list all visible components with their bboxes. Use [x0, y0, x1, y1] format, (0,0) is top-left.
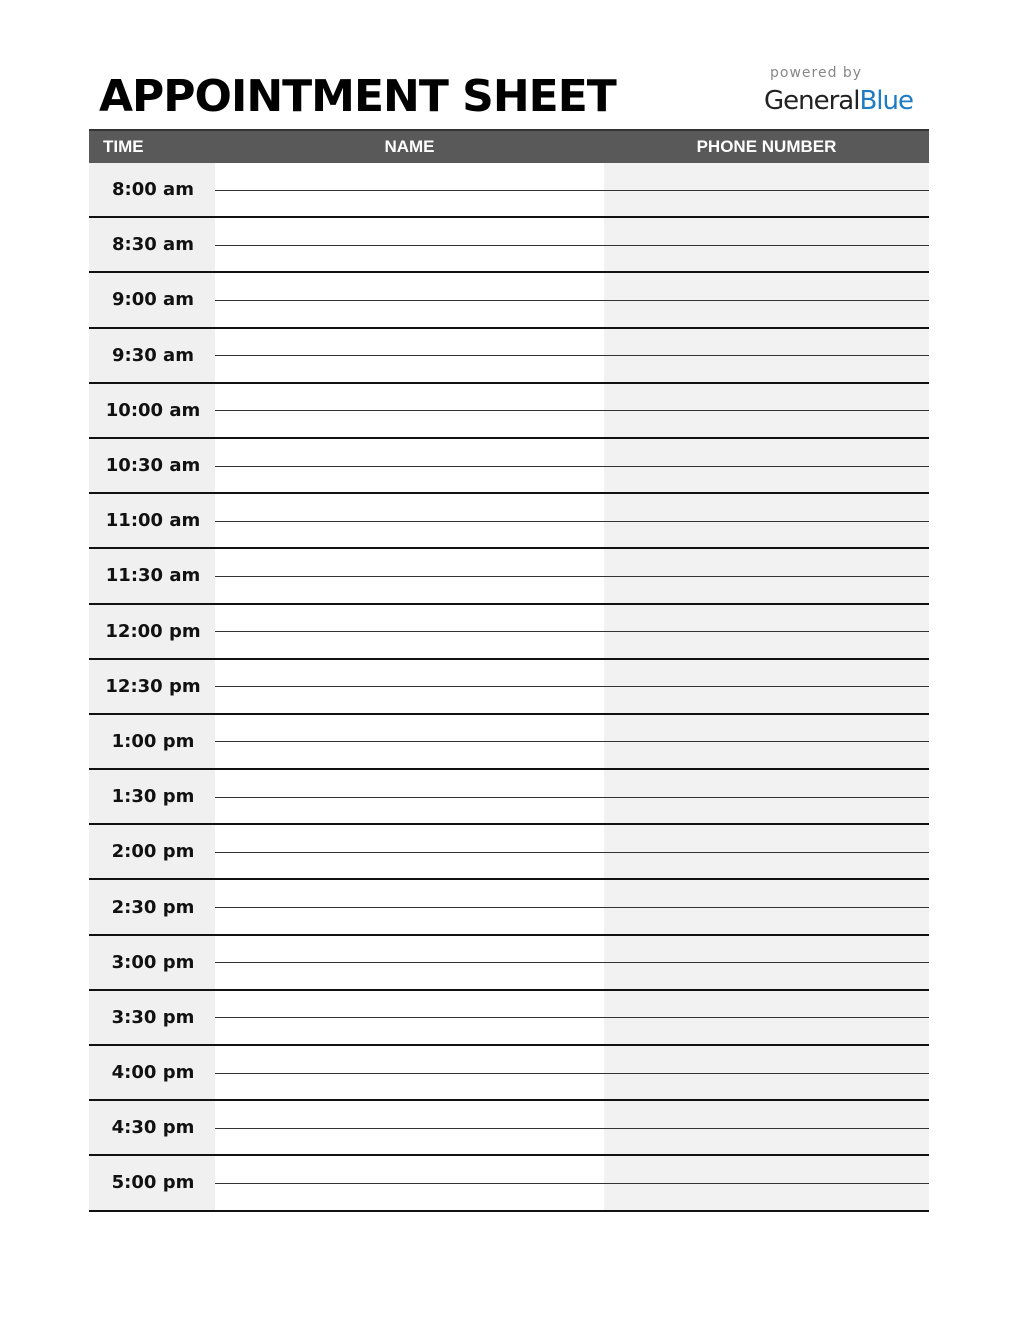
writing-line — [604, 410, 929, 411]
table-row — [89, 1156, 929, 1211]
writing-line — [604, 245, 929, 246]
writing-line — [215, 245, 604, 246]
phone-number-field[interactable] — [604, 1101, 929, 1154]
name-field[interactable] — [215, 494, 604, 547]
name-field[interactable] — [215, 825, 604, 878]
writing-line — [604, 190, 929, 191]
name-field[interactable] — [215, 660, 604, 713]
name-field[interactable] — [215, 880, 604, 933]
table-row — [89, 494, 929, 549]
phone-number-field[interactable] — [604, 1156, 929, 1209]
name-field[interactable] — [215, 1046, 604, 1099]
writing-line — [604, 631, 929, 632]
time-slot-label: 1:30 pm — [89, 770, 215, 823]
name-field[interactable] — [215, 1101, 604, 1154]
writing-line — [604, 741, 929, 742]
writing-line — [604, 521, 929, 522]
table-row — [89, 384, 929, 439]
time-slot-label: 8:00 am — [89, 163, 215, 216]
phone-number-field[interactable] — [604, 384, 929, 437]
table-row — [89, 825, 929, 880]
writing-line — [215, 355, 604, 356]
table-row — [89, 1046, 929, 1101]
writing-line — [215, 1073, 604, 1074]
time-slot-label: 8:30 am — [89, 218, 215, 271]
appointment-table — [89, 129, 929, 1212]
table-row — [89, 549, 929, 604]
table-row — [89, 770, 929, 825]
writing-line — [215, 686, 604, 687]
brand-name-general: General — [764, 86, 860, 116]
writing-line — [604, 300, 929, 301]
table-row — [89, 936, 929, 991]
writing-line — [604, 852, 929, 853]
phone-number-field[interactable] — [604, 549, 929, 602]
phone-number-field[interactable] — [604, 880, 929, 933]
name-field[interactable] — [215, 770, 604, 823]
name-field[interactable] — [215, 439, 604, 492]
name-field[interactable] — [215, 715, 604, 768]
phone-number-field[interactable] — [604, 991, 929, 1044]
writing-line — [215, 962, 604, 963]
phone-number-field[interactable] — [604, 770, 929, 823]
writing-line — [215, 1183, 604, 1184]
name-field[interactable] — [215, 218, 604, 271]
time-slot-label: 4:00 pm — [89, 1046, 215, 1099]
writing-line — [604, 907, 929, 908]
writing-line — [604, 797, 929, 798]
time-slot-label: 10:30 am — [89, 439, 215, 492]
name-field[interactable] — [215, 329, 604, 382]
time-slot-label: 9:30 am — [89, 329, 215, 382]
table-row — [89, 439, 929, 494]
writing-line — [604, 1128, 929, 1129]
name-field[interactable] — [215, 549, 604, 602]
time-slot-label: 11:30 am — [89, 549, 215, 602]
table-row — [89, 1101, 929, 1156]
page-title: APPOINTMENT SHEET — [99, 71, 616, 122]
writing-line — [604, 1073, 929, 1074]
time-slot-label: 2:30 pm — [89, 880, 215, 933]
table-header — [89, 129, 929, 163]
table-row — [89, 329, 929, 384]
brand-logo — [764, 62, 930, 118]
phone-number-field[interactable] — [604, 329, 929, 382]
writing-line — [604, 962, 929, 963]
writing-line — [215, 907, 604, 908]
writing-line — [215, 852, 604, 853]
time-slot-label: 9:00 am — [89, 273, 215, 326]
writing-line — [215, 410, 604, 411]
brand-name-blue: Blue — [859, 86, 914, 116]
table-row — [89, 605, 929, 660]
table-row — [89, 991, 929, 1046]
writing-line — [215, 1017, 604, 1018]
table-row — [89, 880, 929, 935]
name-field[interactable] — [215, 605, 604, 658]
table-body — [89, 163, 929, 1212]
writing-line — [604, 355, 929, 356]
header-time: TIME — [103, 137, 144, 156]
phone-number-field[interactable] — [604, 660, 929, 713]
phone-number-field[interactable] — [604, 825, 929, 878]
writing-line — [215, 1128, 604, 1129]
table-row — [89, 163, 929, 218]
phone-number-field[interactable] — [604, 715, 929, 768]
phone-number-field[interactable] — [604, 605, 929, 658]
phone-number-field[interactable] — [604, 273, 929, 326]
writing-line — [215, 797, 604, 798]
header-phone: PHONE NUMBER — [696, 137, 837, 156]
time-slot-label: 4:30 pm — [89, 1101, 215, 1154]
name-field[interactable] — [215, 273, 604, 326]
phone-number-field[interactable] — [604, 494, 929, 547]
time-slot-label: 2:00 pm — [89, 825, 215, 878]
phone-number-field[interactable] — [604, 218, 929, 271]
time-slot-label: 10:00 am — [89, 384, 215, 437]
name-field[interactable] — [215, 1156, 604, 1209]
brand-name — [764, 84, 930, 118]
phone-number-field[interactable] — [604, 936, 929, 989]
name-field[interactable] — [215, 384, 604, 437]
time-slot-label: 1:00 pm — [89, 715, 215, 768]
phone-number-field[interactable] — [604, 1046, 929, 1099]
writing-line — [215, 466, 604, 467]
writing-line — [604, 466, 929, 467]
time-slot-label: 12:30 pm — [89, 660, 215, 713]
table-row — [89, 273, 929, 328]
writing-line — [215, 521, 604, 522]
phone-number-field[interactable] — [604, 439, 929, 492]
table-row — [89, 660, 929, 715]
table-row — [89, 218, 929, 273]
writing-line — [604, 576, 929, 577]
time-slot-label: 12:00 pm — [89, 605, 215, 658]
phone-number-field[interactable] — [604, 163, 929, 216]
header-name: NAME — [384, 137, 435, 156]
powered-by-label: powered by — [770, 65, 863, 81]
writing-line — [215, 631, 604, 632]
table-row — [89, 715, 929, 770]
time-slot-label: 3:30 pm — [89, 991, 215, 1044]
name-field[interactable] — [215, 991, 604, 1044]
writing-line — [215, 741, 604, 742]
writing-line — [215, 190, 604, 191]
time-slot-label: 5:00 pm — [89, 1156, 215, 1209]
writing-line — [604, 1017, 929, 1018]
time-slot-label: 11:00 am — [89, 494, 215, 547]
writing-line — [604, 686, 929, 687]
writing-line — [215, 300, 604, 301]
time-slot-label: 3:00 pm — [89, 936, 215, 989]
name-field[interactable] — [215, 163, 604, 216]
writing-line — [604, 1183, 929, 1184]
name-field[interactable] — [215, 936, 604, 989]
writing-line — [215, 576, 604, 577]
